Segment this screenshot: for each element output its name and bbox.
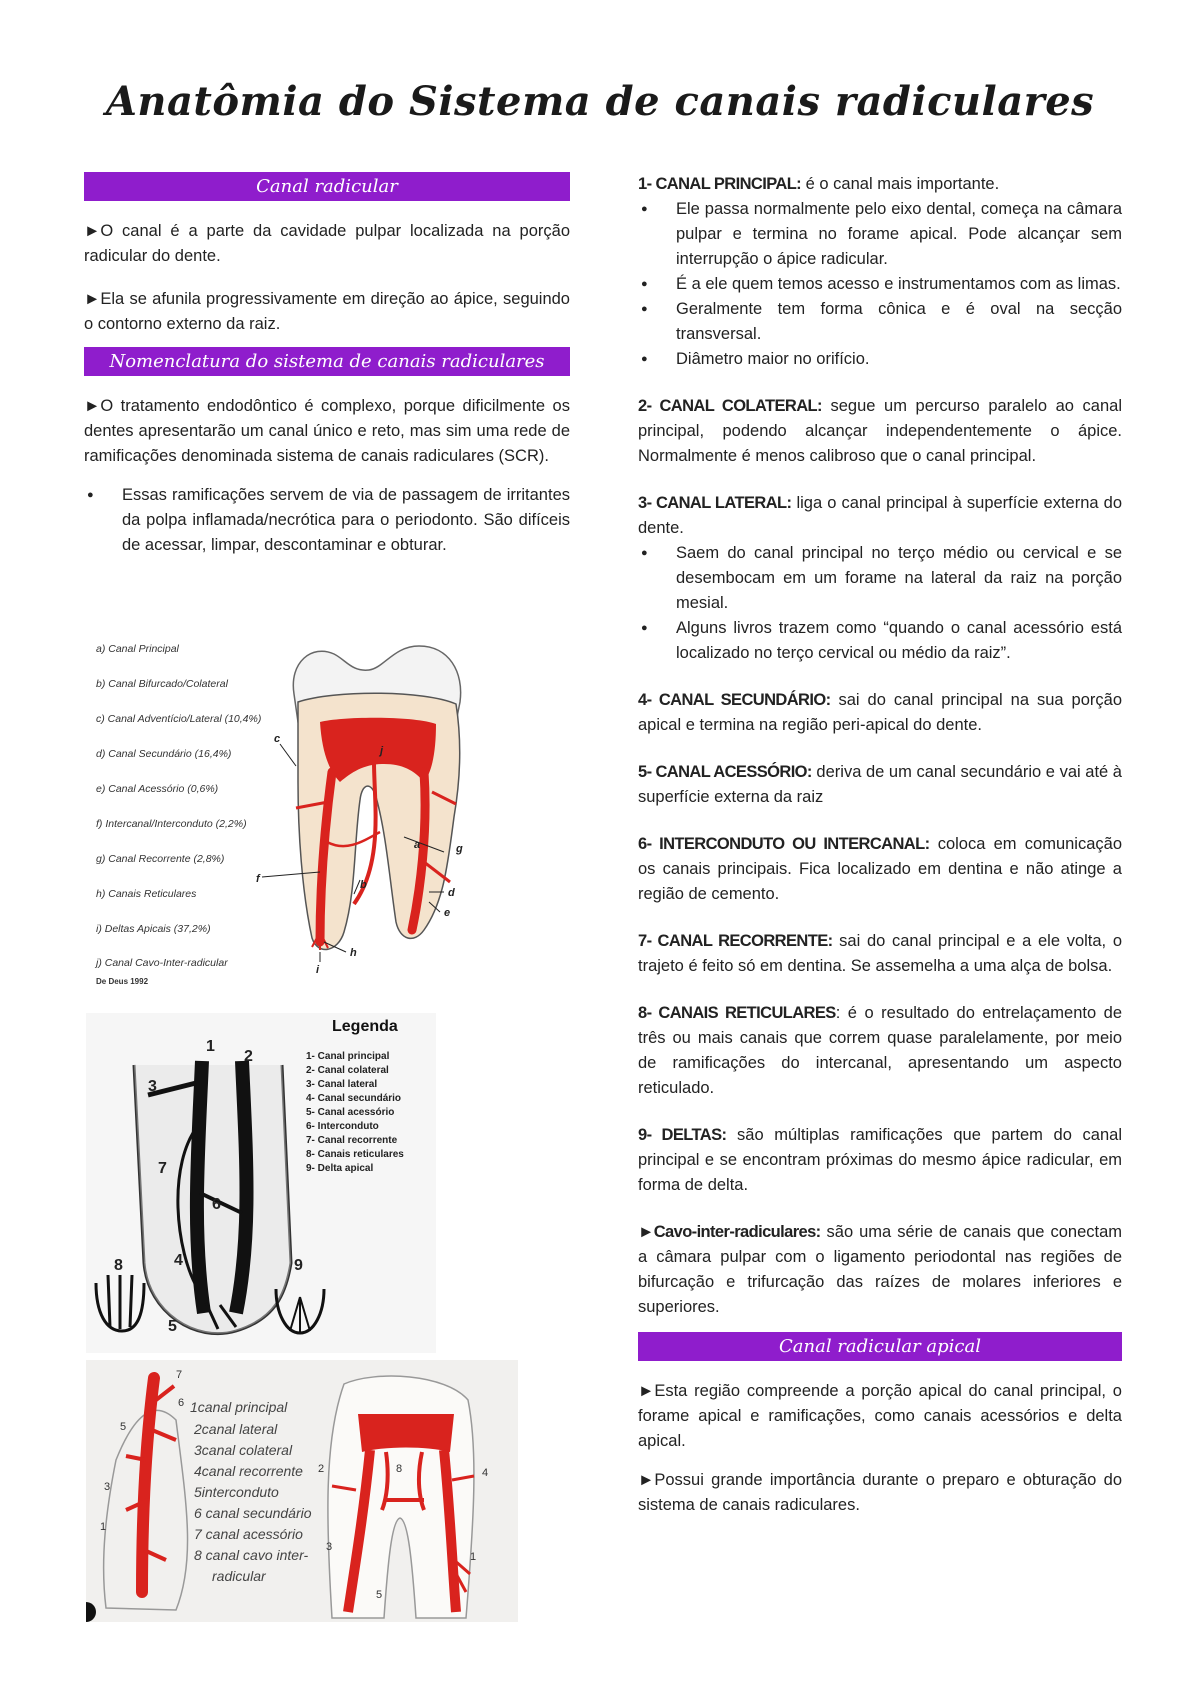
legend-title: Legenda: [332, 1018, 398, 1035]
handwritten-item: 7 canal acessório: [194, 1526, 303, 1542]
tooth-label-letter: i: [316, 964, 320, 976]
sketch-number: 2: [318, 1463, 325, 1475]
term-label: 3- CANAL LATERAL:: [638, 494, 792, 512]
term-text: sai do canal principal e a ele volta, o trajeto é feito só em dentina. Se assemelha a uma alça de bolsa.: [638, 932, 1122, 975]
bullet-item: ● Saem do canal principal no terço médio ou cervical e se desembocam em um forame na lateral da raiz na porção mesial.: [638, 541, 1122, 616]
definition-canal-principal: [638, 172, 1122, 197]
bullet-item: ● Ele passa normalmente pelo eixo dental, começa na câmara pulpar e termina no forame apical. Pode alcançar sem interrupção o ápice radicular.: [638, 197, 1122, 272]
handwritten-item: 1canal principal: [190, 1399, 288, 1415]
legend-item: i) Deltas Apicais (37,2%): [96, 923, 211, 935]
handwritten-item: 6 canal secundário: [194, 1505, 312, 1521]
term-label: 4- CANAL SECUNDÁRIO:: [638, 691, 831, 709]
handwritten-item: 5interconduto: [194, 1484, 279, 1500]
legend-item: 6- Interconduto: [306, 1121, 379, 1132]
paragraph-apical-region: ►Esta região compreende a porção apical do canal principal, o forame apical e ramificações, como canais acessórios e delta apical.: [638, 1382, 1122, 1450]
figure-de-deus-tooth: [84, 632, 504, 992]
definition-interconduto: [638, 832, 1122, 907]
handwritten-item: radicular: [212, 1568, 266, 1584]
term-label: 1- CANAL PRINCIPAL:: [638, 175, 802, 193]
paragraph-canal-definition: ►O canal é a parte da cavidade pulpar localizada na porção radicular do dente.: [84, 222, 570, 265]
tooth-label-letter: d: [448, 887, 455, 899]
bullet-item: ● É a ele quem temos acesso e instrumentamos com as limas.: [638, 272, 1122, 297]
sketch-number: 1: [100, 1521, 107, 1533]
section-header-nomenclatura: Nomenclatura do sistema de canais radiculares: [84, 347, 570, 376]
term-text: segue um percurso paralelo ao canal principal, podendo alcançar independentemente o ápice. Normalmente é menos calibroso que o canal principal.: [638, 397, 1122, 465]
sketch-number: 3: [104, 1481, 111, 1493]
tooth-label-letter: e: [444, 907, 451, 919]
paragraph-endodontic-complexity: ►O tratamento endodôntico é complexo, porque dificilmente os dentes apresentarão um canal único e reto, mas sim uma rede de ramificações denominada sistema de canais radiculares (SCR).: [84, 397, 570, 465]
diagram-number: 7: [158, 1160, 167, 1177]
tooth-label-letter: f: [256, 873, 260, 885]
term-text: : é o resultado do entrelaçamento de três ou mais canais que correm quase paralelamente, por meio de ramificações do intercanal, apresentando um aspecto reticulado.: [638, 1004, 1122, 1097]
diagram-number: 1: [206, 1038, 215, 1055]
legend-item: 1- Canal principal: [306, 1051, 390, 1062]
right-column: [638, 172, 1122, 1518]
bullet-list-left: [84, 483, 570, 558]
diagram-number: 9: [294, 1257, 303, 1274]
sketch-number: 5: [376, 1589, 383, 1601]
legend-item: b) Canal Bifurcado/Colateral: [96, 678, 228, 690]
section-header-canal-apical: Canal radicular apical: [638, 1332, 1122, 1361]
definition-cavo-inter-radiculares: [638, 1220, 1122, 1320]
sketch-number: 6: [178, 1397, 185, 1409]
definition-canais-reticulares: [638, 1001, 1122, 1101]
definition-canal-colateral: [638, 394, 1122, 469]
sketch-number: 5: [120, 1421, 127, 1433]
paragraph-canal-taper: ►Ela se afunila progressivamente em direção ao ápice, seguindo o contorno externo da raiz.: [84, 290, 570, 333]
legend-item: 9- Delta apical: [306, 1163, 374, 1174]
left-column: [84, 172, 570, 558]
diagram-number: 3: [148, 1078, 157, 1095]
diagram-number: 8: [114, 1257, 123, 1274]
term-text: é o canal mais importante.: [801, 175, 1000, 193]
sketch-number: 8: [396, 1463, 403, 1475]
term-text: sai do canal principal na sua porção apical e termina na região peri-apical do dente.: [638, 691, 1123, 734]
diagram-number: 6: [212, 1196, 221, 1213]
definition-deltas: [638, 1123, 1122, 1198]
legend-item: a) Canal Principal: [96, 643, 179, 655]
term-label: 9- DELTAS:: [638, 1126, 727, 1144]
definition-canal-lateral: [638, 491, 1122, 541]
term-label: 2- CANAL COLATERAL:: [638, 397, 822, 415]
tooth-label-letter: h: [350, 947, 357, 959]
handwritten-item: 3canal colateral: [194, 1442, 293, 1458]
section-header-canal-radicular: Canal radicular: [84, 172, 570, 201]
term-text: são múltiplas ramificações que partem do canal principal e se encontram próximas do mesmo ápice radicular, em forma de delta.: [638, 1126, 1123, 1194]
bullet-list-lateral: [638, 541, 1122, 666]
page-title: Anatômia do Sistema de canais radiculares: [105, 78, 1095, 125]
handdrawn-svg: [86, 1360, 518, 1622]
sketch-number: 1: [470, 1551, 477, 1563]
term-label: ►Cavo-inter-radiculares:: [638, 1223, 821, 1241]
term-text: deriva de um canal secundário e vai até à superfície externa da raiz: [638, 763, 1122, 806]
root-canal-legend-svg: [86, 1013, 436, 1353]
term-text: coloca em comunicação os canais principais. Fica localizado em dentina e não atinge a região de cemento.: [638, 835, 1122, 903]
figure-handdrawn-notes: [86, 1360, 518, 1622]
tooth-label-letter: c: [274, 733, 281, 745]
sketch-number: 4: [482, 1467, 489, 1479]
legend-item: 5- Canal acessório: [306, 1107, 395, 1118]
term-text: liga o canal principal à superfície externa do dente.: [638, 494, 1123, 537]
legend-item: g) Canal Recorrente (2,8%): [96, 853, 225, 865]
bullet-list-principal: [638, 197, 1122, 372]
sketch-number: 7: [176, 1369, 183, 1381]
handwritten-item: 8 canal cavo inter-: [194, 1547, 309, 1563]
legend-item: 8- Canais reticulares: [306, 1149, 404, 1160]
term-label: 8- CANAIS RETICULARES: [638, 1004, 836, 1022]
tooth-label-letter: b: [360, 879, 367, 891]
diagram-number: 2: [244, 1048, 253, 1065]
term-text: são uma série de canais que conectam a câmara pulpar com o ligamento periodontal nas regiões de bifurcação e trifurcação das raízes de molares inferiores e superiores.: [638, 1223, 1122, 1316]
definition-canal-acessorio: [638, 760, 1122, 810]
tooth-diagram-svg: [84, 632, 504, 992]
sketch-number: 3: [326, 1541, 333, 1553]
bullet-item: ● Geralmente tem forma cônica e é oval na secção transversal.: [638, 297, 1122, 347]
legend-item: c) Canal Adventício/Lateral (10,4%): [96, 713, 262, 725]
term-label: 7- CANAL RECORRENTE:: [638, 932, 833, 950]
definition-canal-secundario: [638, 688, 1122, 738]
figure-source: De Deus 1992: [96, 977, 149, 986]
term-label: 5- CANAL ACESSÓRIO:: [638, 763, 812, 781]
legend-item: e) Canal Acessório (0,6%): [96, 783, 219, 795]
figure-legend-diagram: [86, 1013, 436, 1353]
bullet-item: ● Alguns livros trazem como “quando o canal acessório está localizado no terço cervical ou médio da raiz”.: [638, 616, 1122, 666]
legend-item: 2- Canal colateral: [306, 1065, 389, 1076]
tooth-label-letter: g: [456, 843, 463, 855]
tooth-label-letter: a: [414, 839, 421, 851]
term-label: 6- INTERCONDUTO OU INTERCANAL:: [638, 835, 930, 853]
diagram-number: 4: [174, 1252, 183, 1269]
handwritten-item: 2canal lateral: [194, 1421, 278, 1437]
bullet-item: ● Essas ramificações servem de via de passagem de irritantes da polpa inflamada/necrótica para o periodonto. São difíceis de acessar, limpar, descontaminar e obturar.: [84, 483, 570, 558]
legend-item: 4- Canal secundário: [306, 1093, 402, 1104]
legend-item: f) Intercanal/Interconduto (2,2%): [96, 818, 247, 830]
bullet-item: ● Diâmetro maior no orifício.: [638, 347, 1122, 372]
definition-canal-recorrente: [638, 929, 1122, 979]
handwritten-item: 4canal recorrente: [194, 1463, 303, 1479]
diagram-number: 5: [168, 1318, 177, 1335]
legend-item: j) Canal Cavo-Inter-radicular: [96, 957, 228, 969]
legend-item: h) Canais Reticulares: [96, 888, 197, 900]
legend-item: 7- Canal recorrente: [306, 1135, 398, 1146]
tooth-label-letter: j: [380, 745, 384, 757]
legend-item: 3- Canal lateral: [306, 1079, 378, 1090]
legend-item: d) Canal Secundário (16,4%): [96, 748, 232, 760]
paragraph-apical-importance: ►Possui grande importância durante o preparo e obturação do sistema de canais radiculares.: [638, 1471, 1122, 1514]
